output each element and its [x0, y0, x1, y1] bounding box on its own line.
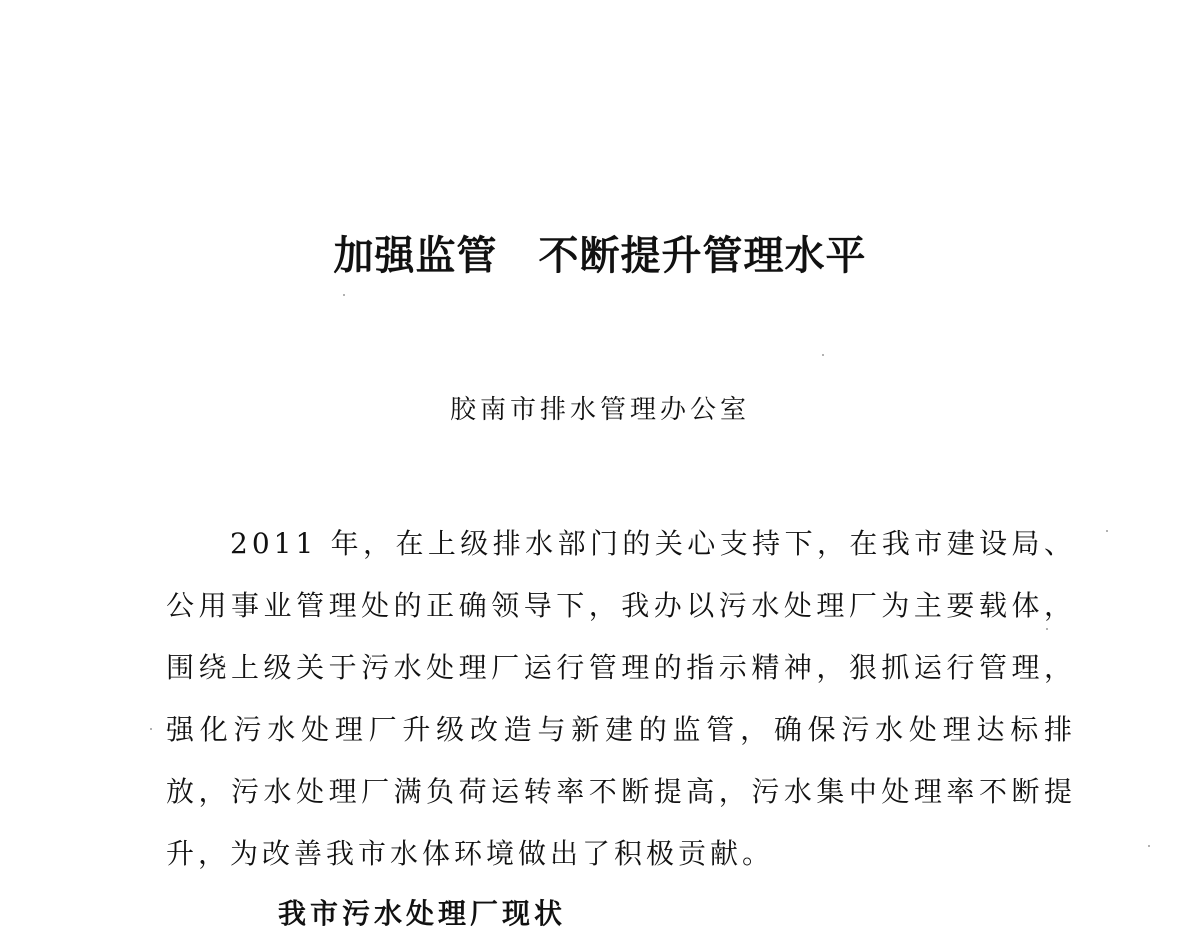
scan-speck — [1106, 530, 1108, 532]
scan-speck — [343, 294, 345, 296]
scan-speck — [150, 728, 152, 730]
author-line: 胶南市排水管理办公室 — [449, 395, 750, 425]
scan-speck — [1046, 628, 1048, 630]
scan-speck — [1148, 845, 1150, 847]
body-paragraph: 2011 年，在上级排水部门的关心支持下，在我市建设局、公用事业管理处的正确领导下，我办以污水处理厂为主要载体，围绕上级关于污水处理厂运行管理的指示精神，狠抓运行管理，强化污水处理厂升级改造与新建的监管，确保污水处理达标排放，污水处理厂满负荷运转率不断提高，污水集中处理率不断提升，为改善我市水体环境做出了积极贡献。 — [166, 527, 1076, 870]
scan-speck — [822, 354, 824, 356]
document-title: 加强监管 不断提升管理水平 — [333, 233, 867, 279]
section-heading: 我市污水处理厂现状 — [278, 897, 567, 930]
